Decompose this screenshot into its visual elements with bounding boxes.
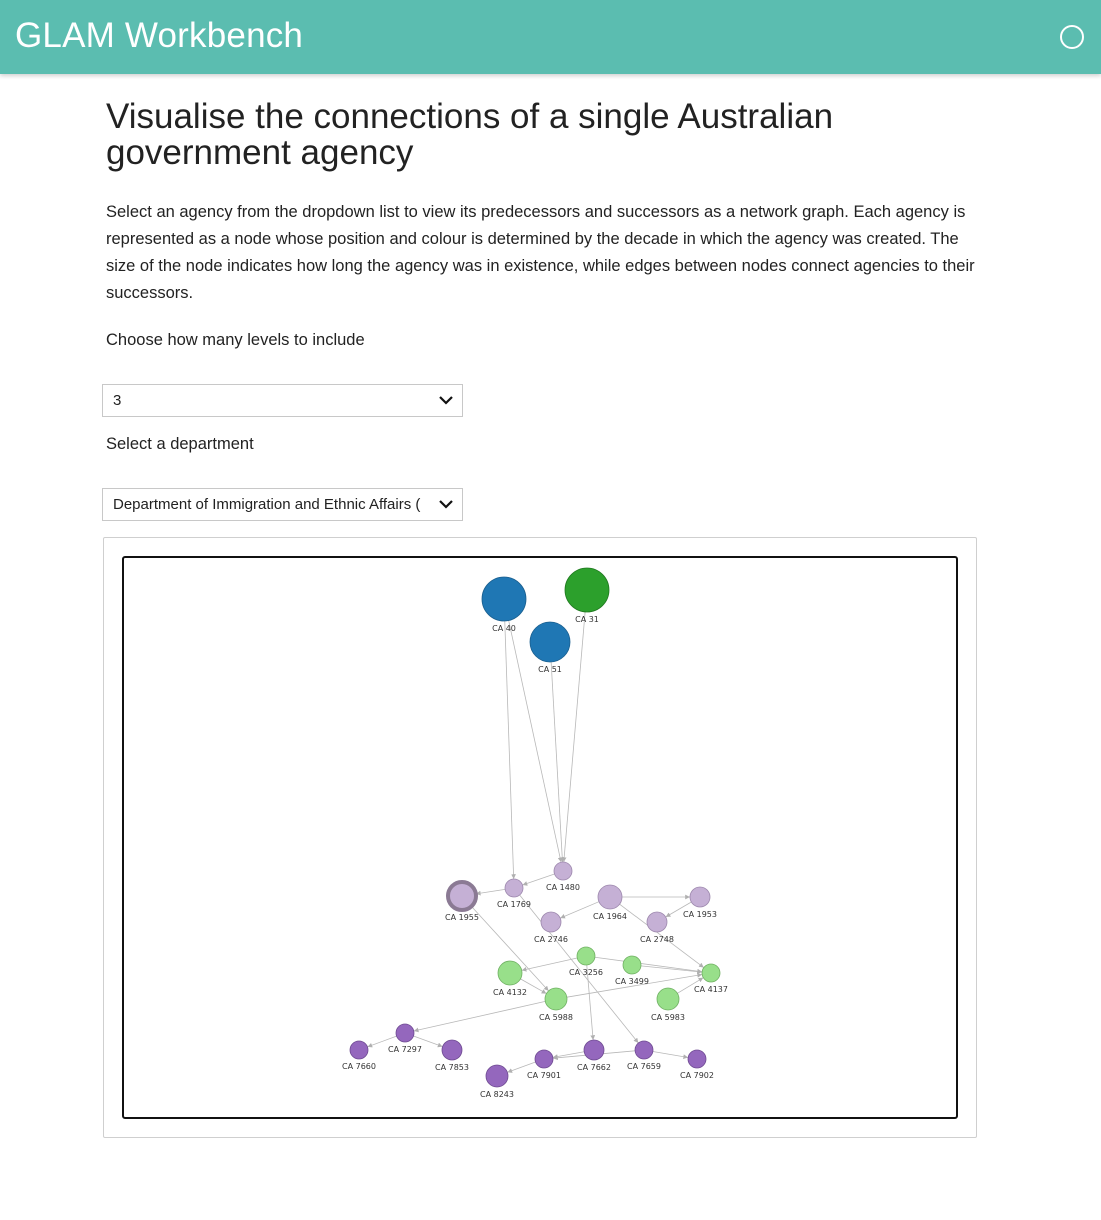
- graph-node-label: CA 3499: [615, 977, 649, 986]
- graph-node[interactable]: [493, 961, 527, 997]
- brand-title[interactable]: GLAM Workbench: [15, 16, 304, 55]
- graph-node-label: CA 1955: [445, 913, 479, 922]
- graph-node-label: CA 51: [538, 665, 562, 674]
- graph-node-label: CA 7902: [680, 1071, 714, 1080]
- levels-label: Choose how many levels to include: [106, 331, 365, 349]
- graph-node-circle[interactable]: [688, 1050, 706, 1068]
- app-header: [0, 0, 1101, 74]
- graph-node[interactable]: [577, 1040, 611, 1072]
- graph-node-circle[interactable]: [702, 964, 720, 982]
- graph-node-circle[interactable]: [535, 1050, 553, 1068]
- graph-node-label: CA 4132: [493, 988, 527, 997]
- graph-node[interactable]: [651, 988, 685, 1022]
- graph-node-circle[interactable]: [598, 885, 622, 909]
- chevron-down-icon: [438, 496, 454, 512]
- graph-node-circle[interactable]: [623, 956, 641, 974]
- graph-edge: [505, 621, 514, 879]
- graph-node-circle[interactable]: [505, 879, 523, 897]
- graph-node-circle[interactable]: [554, 862, 572, 880]
- graph-node-label: CA 7853: [435, 1063, 469, 1072]
- graph-node[interactable]: [694, 964, 728, 994]
- page-title: Visualise the connections of a single Australian government agency: [106, 97, 834, 172]
- graph-edges: [367, 612, 703, 1072]
- output-area: [103, 537, 977, 1138]
- graph-edge: [476, 889, 505, 894]
- graph-node-circle[interactable]: [530, 622, 570, 662]
- graph-node-circle[interactable]: [584, 1040, 604, 1060]
- graph-node-label: CA 2746: [534, 935, 568, 944]
- graph-node-circle[interactable]: [565, 568, 609, 612]
- graph-node-circle[interactable]: [635, 1041, 653, 1059]
- graph-node[interactable]: [539, 988, 573, 1022]
- graph-node-label: CA 1953: [683, 910, 717, 919]
- graph-node-label: CA 5983: [651, 1013, 685, 1022]
- department-select-value: Department of Immigration and Ethnic Affairs (: [113, 496, 421, 513]
- graph-node-circle[interactable]: [442, 1040, 462, 1060]
- graph-node-label: CA 40: [492, 624, 516, 633]
- graph-edge: [551, 662, 562, 862]
- graph-node[interactable]: [480, 1065, 514, 1099]
- levels-select-value: 3: [113, 392, 122, 409]
- intro-paragraph: Select an agency from the dropdown list to view its predecessors and successors as a network graph. Each agency is represented as a node whose position and colour is determined by the decade in which the agency was created. The size of the node indicates how long the agency was in existence, while edges between nodes connect agencies to their successors.: [106, 203, 975, 302]
- graph-node[interactable]: [435, 1040, 469, 1072]
- levels-select[interactable]: [102, 384, 463, 417]
- graph-node-circle[interactable]: [657, 988, 679, 1010]
- graph-node[interactable]: [482, 577, 526, 633]
- graph-node[interactable]: [546, 862, 580, 892]
- graph-node-label: CA 3256: [569, 968, 603, 977]
- graph-node-circle[interactable]: [486, 1065, 508, 1087]
- graph-node-circle[interactable]: [396, 1024, 414, 1042]
- graph-edge: [595, 957, 702, 972]
- graph-edge: [641, 966, 702, 972]
- graph-node[interactable]: [530, 622, 570, 674]
- network-graph-canvas[interactable]: [124, 558, 956, 1117]
- chevron-down-icon: [438, 392, 454, 408]
- kernel-status-icon: [1060, 25, 1084, 49]
- graph-edge: [414, 1001, 545, 1031]
- graph-node-label: CA 7662: [577, 1063, 611, 1072]
- graph-node-circle[interactable]: [647, 912, 667, 932]
- graph-node-label: CA 4137: [694, 985, 728, 994]
- graph-node-circle[interactable]: [690, 887, 710, 907]
- graph-node[interactable]: [683, 887, 717, 919]
- graph-node-label: CA 7297: [388, 1045, 422, 1054]
- graph-node-circle[interactable]: [350, 1041, 368, 1059]
- graph-node[interactable]: [627, 1041, 661, 1071]
- graph-node[interactable]: [527, 1050, 561, 1080]
- graph-node-circle[interactable]: [541, 912, 561, 932]
- graph-node[interactable]: [640, 912, 674, 944]
- graph-node-label: CA 31: [575, 615, 599, 624]
- graph-node-circle[interactable]: [448, 882, 476, 910]
- graph-node-label: CA 7660: [342, 1062, 376, 1071]
- graph-node-label: CA 7901: [527, 1071, 561, 1080]
- graph-node-circle[interactable]: [545, 988, 567, 1010]
- graph-node[interactable]: [445, 882, 479, 922]
- graph-node-circle[interactable]: [577, 947, 595, 965]
- graph-node-label: CA 5988: [539, 1013, 573, 1022]
- graph-node[interactable]: [680, 1050, 714, 1080]
- graph-node-label: CA 8243: [480, 1090, 514, 1099]
- graph-node[interactable]: [565, 568, 609, 624]
- graph-node-label: CA 2748: [640, 935, 674, 944]
- graph-node-label: CA 1964: [593, 912, 627, 921]
- department-label: Select a department: [106, 435, 254, 453]
- graph-node-label: CA 7659: [627, 1062, 661, 1071]
- graph-node-circle[interactable]: [498, 961, 522, 985]
- graph-node-label: CA 1480: [546, 883, 580, 892]
- network-graph[interactable]: [122, 556, 958, 1119]
- graph-edge: [653, 1052, 688, 1058]
- graph-node[interactable]: [388, 1024, 422, 1054]
- graph-node-circle[interactable]: [482, 577, 526, 621]
- graph-node[interactable]: [593, 885, 627, 921]
- graph-node-label: CA 1769: [497, 900, 531, 909]
- graph-node[interactable]: [569, 947, 603, 977]
- department-select[interactable]: [102, 488, 463, 521]
